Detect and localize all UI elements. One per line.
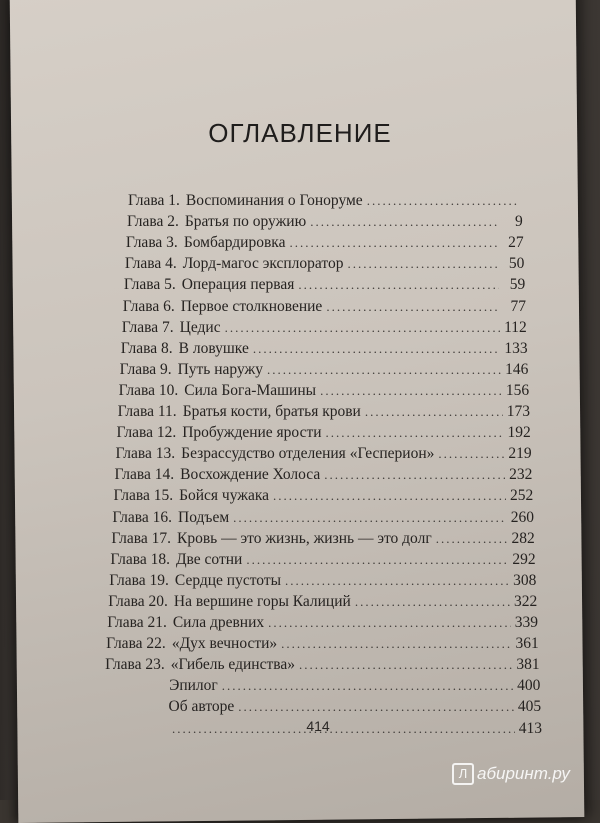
toc-leader-dots — [438, 446, 504, 462]
toc-chapter-number: Глава 8. — [120, 339, 173, 357]
toc-leader-dots — [299, 657, 512, 673]
toc-leader-dots — [268, 615, 511, 631]
toc-entry — [121, 340, 528, 362]
toc-title: Путь наружу — [177, 360, 263, 378]
toc-chapter-number: Глава 20. — [108, 592, 168, 610]
toc-entry — [120, 361, 529, 383]
toc-page-number: 59 — [509, 276, 526, 294]
toc-title: Безрассудство отделения «Гесперион» — [181, 445, 435, 463]
toc-chapter-number: Глава 12. — [116, 424, 177, 442]
toc-entry — [118, 403, 530, 425]
toc-page-number: 260 — [510, 508, 534, 526]
toc-leader-dots — [246, 552, 508, 568]
toc-page-number: 252 — [509, 487, 534, 505]
toc-leader-dots — [273, 488, 506, 504]
toc-chapter-number: Глава 2. — [126, 213, 179, 231]
toc-page-number: 156 — [505, 381, 530, 399]
toc-title: «Гибель единства» — [170, 656, 295, 674]
toc-title: Сила древних — [172, 614, 265, 631]
toc-entry — [111, 530, 534, 552]
toc-entry — [105, 656, 539, 678]
toc-leader-dots — [253, 341, 501, 357]
toc-entry — [122, 319, 527, 341]
toc-page-number: 27 — [508, 234, 524, 252]
toc-chapter-number: Глава 10. — [118, 381, 179, 399]
toc-leader-dots — [289, 235, 497, 251]
toc-title: Воспоминания о Гоноруме — [185, 192, 363, 209]
toc-title: Первое столкновение — [180, 297, 323, 315]
toc-chapter-number: Глава 13. — [115, 445, 176, 463]
toc-entry — [112, 509, 534, 531]
toc-chapter-number: Глава 9. — [119, 360, 172, 378]
toc-page-number: 9 — [515, 213, 523, 231]
toc-chapter-number: Глава 6. — [122, 297, 175, 315]
toc-leader-dots — [324, 467, 505, 483]
toc-title: «Дух вечности» — [171, 635, 278, 653]
toc-page-number: 308 — [513, 571, 537, 589]
toc-page-number: 219 — [508, 445, 532, 463]
toc-chapter-number: Глава 4. — [124, 255, 177, 273]
toc-entry — [114, 466, 532, 488]
toc-leader-dots — [347, 256, 498, 272]
toc-leader-dots — [298, 277, 499, 293]
toc-page-number: 192 — [507, 424, 531, 442]
toc-title: Об авторе — [168, 698, 235, 716]
watermark-text: абиринт.ру — [477, 764, 570, 783]
toc-page-number: 292 — [512, 550, 536, 568]
toc-page-number: 361 — [515, 635, 539, 653]
toc-page-number: 405 — [517, 698, 542, 716]
toc-chapter-number: Глава 11. — [117, 403, 177, 420]
toc-title: Братья по оружию — [184, 213, 307, 231]
toc-entry — [125, 255, 525, 277]
toc-page-number: 146 — [505, 360, 529, 378]
toc-title: На вершине горы Калиций — [173, 592, 351, 610]
toc-leader-dots — [365, 404, 503, 420]
toc-entry — [109, 572, 536, 594]
toc-entry — [106, 635, 539, 657]
toc-leader-dots — [326, 425, 504, 441]
toc-entry — [128, 192, 522, 214]
toc-entry — [126, 234, 524, 256]
toc-title: Лорд-магос эксплоратор — [182, 255, 344, 273]
toc-entry — [108, 593, 537, 615]
toc-title: Сердце пустоты — [174, 571, 282, 589]
toc-page-number: 133 — [504, 339, 528, 357]
toc-chapter-number: Глава 3. — [125, 234, 178, 252]
toc-page-number: 173 — [506, 403, 530, 420]
toc-leader-dots — [222, 678, 513, 694]
toc-title: Кровь — это жизнь, жизнь — это долг — [177, 529, 432, 547]
toc-chapter-number: Глава 19. — [109, 571, 169, 589]
toc-page-number: 282 — [511, 529, 535, 547]
toc-chapter-number: Глава 16. — [112, 508, 173, 526]
toc-entry — [116, 445, 532, 467]
toc-leader-dots — [238, 699, 514, 715]
toc-title: Восхождение Холоса — [180, 466, 321, 484]
toc-leader-dots — [281, 636, 511, 652]
toc-page-number: 112 — [504, 318, 527, 336]
toc-page-number: 77 — [510, 297, 526, 315]
toc-leader-dots — [436, 531, 508, 547]
toc-chapter-number: Глава 7. — [121, 318, 174, 336]
toc-entry — [127, 213, 523, 235]
toc-chapter-number: Глава 5. — [123, 276, 176, 294]
toc-title: Операция первая — [181, 276, 295, 294]
page-title: ОГЛАВЛЕНИЕ — [208, 118, 392, 148]
toc-leader-dots — [267, 362, 501, 378]
toc-chapter-number: Глава 15. — [113, 487, 174, 505]
toc-title: Подъем — [178, 508, 230, 526]
watermark-logo: Л — [452, 763, 474, 785]
watermark — [452, 760, 570, 788]
toc-entry — [110, 551, 535, 573]
toc-leader-dots — [233, 510, 507, 526]
toc-leader-dots — [355, 594, 510, 610]
toc-page-number: 322 — [513, 592, 538, 610]
toc-title: Пробуждение ярости — [182, 424, 322, 442]
toc-page-number: 400 — [517, 677, 541, 695]
toc-entry — [169, 677, 540, 699]
toc-entry — [113, 487, 533, 509]
toc-entry — [123, 298, 526, 320]
toc-chapter-number: Глава 21. — [107, 614, 167, 631]
toc-title: Сила Бога-Машины — [184, 381, 317, 399]
toc-chapter-number: Глава 22. — [106, 635, 166, 653]
toc-entry — [107, 614, 538, 636]
toc-title: В ловушке — [178, 339, 249, 357]
toc-chapter-number: Глава 18. — [110, 550, 170, 568]
toc-title: Две сотни — [175, 550, 243, 568]
toc-title: Эпилог — [169, 677, 218, 695]
toc-leader-dots — [310, 214, 497, 230]
toc-leader-dots — [326, 299, 500, 315]
toc-leader-dots — [225, 320, 501, 336]
toc-page-number: 381 — [516, 656, 540, 674]
toc-page-number: 339 — [514, 614, 538, 631]
toc-title: Бойся чужака — [179, 487, 270, 505]
page-number: 414 — [306, 718, 330, 734]
toc-title: Бомбардировка — [183, 234, 286, 252]
toc-leader-dots — [320, 383, 502, 399]
toc-page-number: 413 — [518, 719, 542, 737]
toc-page-number: 50 — [508, 255, 525, 273]
toc-chapter-number: Глава 1. — [128, 192, 180, 209]
toc-page-number: 232 — [509, 466, 533, 484]
toc-title: Цедис — [179, 318, 221, 336]
toc-entry — [119, 382, 530, 404]
toc-chapter-number: Глава 17. — [111, 529, 172, 547]
toc-chapter-number: Глава 23. — [105, 656, 165, 674]
toc-entry — [124, 276, 525, 298]
toc-entry — [117, 424, 531, 446]
toc-leader-dots — [285, 573, 509, 589]
toc-chapter-number: Глава 14. — [114, 466, 175, 484]
toc-leader-dots — [367, 193, 518, 209]
toc-title: Братья кости, братья крови — [182, 403, 361, 420]
